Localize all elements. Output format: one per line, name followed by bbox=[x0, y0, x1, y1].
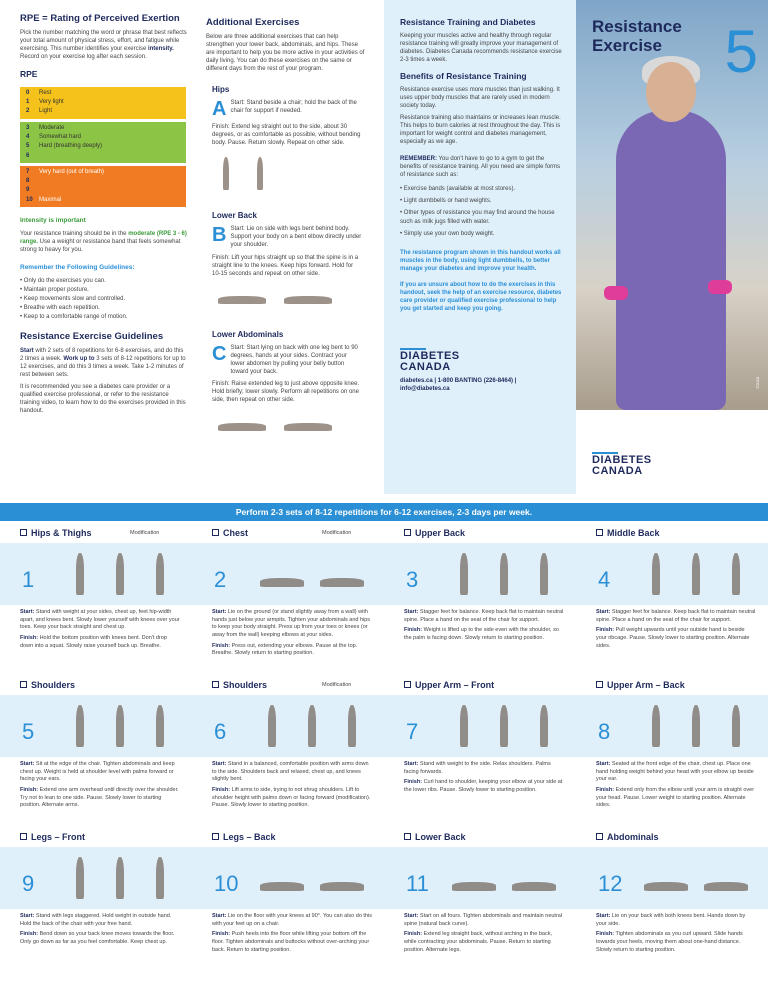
additional-heading: Additional Exercises bbox=[206, 17, 300, 28]
rpe-row bbox=[26, 168, 180, 177]
start-text: Stand with weight to the side. Relax shoulders. Palms facing forwards. bbox=[404, 761, 551, 775]
guidelines-list bbox=[20, 277, 188, 322]
start-text: Stand with legs staggered. Hold weight in outside hand. Hold the back of the chair with your free hand. bbox=[20, 913, 172, 927]
additional-section-1 bbox=[206, 81, 368, 199]
exercise-number: 7 bbox=[406, 719, 419, 744]
exercise-title-text: Legs – Back bbox=[223, 832, 276, 842]
benefits-column bbox=[384, 0, 576, 494]
exercise-title-text: Upper Arm – Back bbox=[607, 680, 685, 690]
exercise-checkbox[interactable] bbox=[212, 529, 219, 536]
finish-label: Finish: bbox=[404, 779, 423, 786]
start-text: Stagger feet for balance. Keep back flat to maintain neutral spine. Place a hand on the seat of the chair for support. bbox=[404, 609, 564, 623]
exercise-card bbox=[0, 825, 192, 979]
exercise-number: 3 bbox=[406, 567, 419, 592]
guidelines-heading: Resistance Exercise Guidelines bbox=[20, 330, 164, 342]
rpe-number: 0 bbox=[26, 89, 30, 96]
exercise-figure bbox=[254, 699, 290, 753]
exercise-number: 5 bbox=[22, 719, 35, 744]
exercise-title bbox=[596, 831, 659, 843]
exercise-figure bbox=[446, 699, 482, 753]
exercise-figure bbox=[142, 851, 178, 905]
resistance-item: • Other types of resistance you may find around the house such as milk jugs filled with water. bbox=[400, 209, 562, 227]
exercise-figures bbox=[62, 851, 178, 905]
exercise-title bbox=[596, 527, 660, 539]
exercise-instructions bbox=[20, 913, 180, 947]
guideline-item: • Maintain proper posture. bbox=[20, 286, 188, 295]
rpe-row bbox=[26, 98, 180, 107]
exercise-number: 2 bbox=[214, 567, 227, 592]
finish-text: Push heels into the floor while lifting your bottom off the floor. Tighten abdominals and buttocks without over-arching your back. Return to starting position. bbox=[212, 931, 370, 953]
exercise-card bbox=[192, 825, 384, 979]
rpe-number: 10 bbox=[26, 196, 33, 203]
exercise-card bbox=[192, 521, 384, 675]
rpe-row bbox=[26, 124, 180, 133]
guideline-item: • Keep to a comfortable range of motion. bbox=[20, 313, 188, 322]
start-text: Stagger feet for balance. Keep back flat to maintain neutral spine. Place a hand on the seat of the chair for support. bbox=[596, 609, 756, 623]
exercise-figure bbox=[526, 547, 562, 601]
finish-label: Finish: bbox=[212, 931, 231, 938]
finish-label: Finish: bbox=[596, 627, 615, 634]
start-label: Start: bbox=[20, 913, 35, 919]
rpe-description: Very light bbox=[39, 99, 64, 106]
finish-label: Finish: bbox=[212, 642, 231, 649]
section-finish-text: Finish: Raise extended leg to just above opposite knee. Hold briefly; lower slowly. Perform all repetitions on one side, then repeat on other side. bbox=[212, 381, 360, 404]
exercise-title-text: Lower Back bbox=[415, 832, 466, 842]
exercise-title-text: Legs – Front bbox=[31, 832, 86, 842]
section-start bbox=[212, 225, 362, 249]
rpe-label: RPE bbox=[20, 69, 38, 80]
section-letter: C bbox=[212, 342, 227, 365]
exercise-checkbox[interactable] bbox=[404, 681, 411, 688]
exercise-checkbox[interactable] bbox=[596, 833, 603, 840]
rpe-row bbox=[26, 89, 180, 98]
exercise-checkbox[interactable] bbox=[20, 681, 27, 688]
section-start-text: Start: Lie on side with legs bent behind body. Support your body on a bent elbow directly under your shoulder. bbox=[230, 226, 362, 249]
rpe-description: Maximal bbox=[39, 196, 62, 203]
additional-intro: Below are three additional exercises that can help strengthen your lower back, abdominals, and hips. These are important to help you be more active in your activities of daily living. You can do these exercises on the same or different days from the rest of your program. bbox=[206, 33, 365, 73]
exercise-figure bbox=[334, 699, 370, 753]
exercise-instructions bbox=[20, 609, 180, 650]
exercise-title-text: Abdominals bbox=[607, 832, 659, 842]
guideline-item: • Only do the exercises you can. bbox=[20, 277, 188, 286]
section-title: Hips bbox=[212, 85, 230, 95]
training-diabetes-heading: Resistance Training and Diabetes bbox=[400, 17, 536, 27]
start-label: Start: bbox=[212, 913, 227, 919]
exercise-title-text: Shoulders bbox=[223, 680, 268, 690]
remember-heading: Remember the Following Guidelines: bbox=[20, 264, 135, 272]
exercise-figure bbox=[246, 151, 274, 195]
resistance-item: • Exercise bands (available at most stores). bbox=[400, 185, 562, 194]
finish-text: Extend leg straight back, without arching in the back, while contracting your abdominals. Pause. Return to starting position. Alternate legs. bbox=[404, 931, 552, 953]
rpe-number: 1 bbox=[26, 99, 30, 106]
exercise-figure bbox=[142, 547, 178, 601]
exercise-instructions bbox=[596, 913, 756, 954]
exercise-figure bbox=[254, 563, 310, 597]
start-text: Lie on your back with both knees bent. Hands down by your side. bbox=[596, 913, 746, 927]
section-start-text: Start: Start lying on back with one leg bent to 90 degrees, hands at your sides. Contract your lower abdomen by pulling your belly button toward your back. bbox=[230, 344, 358, 375]
exercise-instructions bbox=[404, 761, 564, 795]
start-label: Start: bbox=[596, 913, 611, 919]
exercise-number: 11 bbox=[406, 871, 429, 896]
exercise-instructions bbox=[404, 913, 564, 954]
exercise-number: 1 bbox=[22, 567, 35, 592]
start-label: Start: bbox=[404, 609, 419, 615]
start-text: Lie on the ground (or stand slightly away from a wall) with hands just below your armpits. Tighten your abdominals and hips to keep your body straight. Press up from your toes or knees (or away from the wall) keeping elbows at your sides. bbox=[212, 609, 371, 639]
exercise-figure bbox=[446, 547, 482, 601]
exercise-figures bbox=[254, 699, 370, 753]
rpe-row bbox=[26, 142, 180, 151]
help-note: If you are unsure about how to do the exercises in this handout, seek the help of an exercise resource, diabetes care provider or qualified exercise professional to help you get started and keep you going. bbox=[400, 282, 562, 313]
intensity-text: Your resistance training should be in the moderate (RPE 3 - 6) range. Use a weight or resistance band that feels somewhat strong to heavy for you. bbox=[20, 230, 187, 253]
exercise-card bbox=[576, 825, 768, 979]
exercise-figure bbox=[102, 699, 138, 753]
start-text: Sit at the edge of the chair. Tighten abdominals and keep chest up. Weight is held at shoulder level with palms forward or facing your ears. bbox=[20, 761, 175, 783]
rpe-band-light bbox=[20, 87, 186, 119]
resistance-list bbox=[400, 185, 562, 239]
finish-label: Finish: bbox=[20, 787, 39, 794]
benefits-text-2: Resistance training also maintains or increases lean muscle. This helps to burn calories at rest throughout the day. This is important for weight control and diabetes management, especially as we age. bbox=[400, 115, 561, 146]
exercise-figure bbox=[486, 547, 522, 601]
rpe-title: RPE = Rating of Perceived Exertion bbox=[20, 13, 180, 24]
exercise-instructions bbox=[212, 913, 372, 954]
exercise-instructions bbox=[212, 761, 372, 810]
exercise-title-text: Upper Back bbox=[415, 528, 466, 538]
intensity-heading: Intensity is important bbox=[20, 217, 86, 225]
exercise-figure bbox=[102, 547, 138, 601]
section-start-text: Start: Stand beside a chair; hold the back of the chair for support if needed. bbox=[230, 100, 357, 115]
training-diabetes-text: Keeping your muscles active and healthy through regular resistance training will greatly improve your management of diabetes. Diabetes Canada recommends resistance exercise 2-3 times a week. bbox=[400, 32, 562, 64]
guideline-item: • Keep movements slow and controlled. bbox=[20, 295, 188, 304]
rpe-description: Somewhat hard bbox=[39, 133, 82, 140]
exercise-figure bbox=[278, 282, 338, 314]
exercise-figures bbox=[638, 699, 754, 753]
exercise-number: 10 bbox=[214, 871, 239, 896]
exercise-figure bbox=[212, 151, 240, 195]
exercise-figure bbox=[254, 867, 310, 901]
exercise-figure bbox=[62, 547, 98, 601]
section-start bbox=[212, 344, 362, 376]
exercise-title-text: Shoulders bbox=[31, 680, 76, 690]
rpe-number: 6 bbox=[26, 152, 30, 159]
exercise-figure bbox=[678, 547, 714, 601]
rpe-intro: Pick the number matching the word or phrase that best reflects your total amount of physical stress, effort, and fatigue while exercising. This number identifies your exercise intensity. Record on your exercise log after each session. bbox=[20, 29, 187, 61]
guideline-item: • Breathe with each repetition. bbox=[20, 304, 188, 313]
section-finish-text: Finish: Lift your hips straight up so that the spine is in a straight line to the knees. Keep hips forward. Hold for 10-15 seconds and repeat on other side. bbox=[212, 254, 359, 277]
rpe-row bbox=[26, 133, 180, 142]
exercise-title bbox=[212, 679, 267, 691]
finish-text: Hold the bottom position with knees bent. Don't drop down into a squat. Slowly raise yourself back up. Breathe. bbox=[20, 635, 167, 649]
rpe-band-hard bbox=[20, 166, 186, 207]
exercise-title bbox=[404, 679, 494, 691]
diabetes-canada-logo: DIABETES CANADA bbox=[400, 349, 460, 373]
rpe-row bbox=[26, 196, 180, 205]
modification-label: Modification bbox=[322, 682, 352, 688]
benefits-text-1: Resistance exercise uses more muscles than just walking. It uses upper body muscles that are rarely used in modern society today. bbox=[400, 86, 560, 110]
finish-label: Finish: bbox=[212, 787, 231, 794]
exercise-title bbox=[20, 679, 75, 691]
start-text: Stand with weight at your sides, chest up, feet hip-width apart, and knees bent. Slowly lower yourself with knees over your toes. Keep your back straight and chest up. bbox=[20, 609, 180, 631]
start-label: Start: bbox=[596, 609, 611, 615]
exercise-title bbox=[404, 831, 466, 843]
exercise-title bbox=[212, 527, 248, 539]
finish-label: Finish: bbox=[404, 931, 423, 938]
exercise-figure bbox=[698, 867, 754, 901]
rpe-number: 2 bbox=[26, 108, 30, 115]
rpe-row bbox=[26, 177, 180, 186]
finish-text: Press out, extending your elbows. Pause at the top. Breathe. Slowly return to starting position. bbox=[212, 642, 358, 657]
rpe-description: Moderate bbox=[39, 124, 65, 131]
finish-text: Tighten abdominals as you curl upward. Slide hands towards your heels, moving them about one-hand distance. Slowly return to starting position. bbox=[596, 931, 743, 953]
exercise-instructions bbox=[212, 609, 372, 658]
rpe-number: 7 bbox=[26, 168, 30, 175]
exercise-figure bbox=[278, 408, 338, 440]
start-text: Start on all fours. Tighten abdominals and maintain neutral spine (natural back curve). bbox=[404, 913, 563, 927]
exercise-card bbox=[576, 521, 768, 675]
exercise-figure bbox=[102, 851, 138, 905]
exercise-figure bbox=[314, 867, 370, 901]
exercise-figure bbox=[486, 699, 522, 753]
rpe-number: 5 bbox=[26, 143, 30, 150]
exercise-figure bbox=[718, 547, 754, 601]
exercise-title bbox=[20, 831, 85, 843]
exercise-figure bbox=[314, 563, 370, 597]
exercise-title bbox=[596, 679, 685, 691]
section-letter: B bbox=[212, 224, 227, 247]
exercise-figure bbox=[638, 547, 674, 601]
cover-panel bbox=[576, 0, 768, 494]
rpe-number: 8 bbox=[26, 178, 30, 185]
exercise-card bbox=[0, 673, 192, 827]
rpe-row bbox=[26, 152, 180, 161]
program-banner: Perform 2-3 sets of 8-12 repetitions for 6-12 exercises, 2-3 days per week. bbox=[0, 503, 768, 521]
exercise-checkbox[interactable] bbox=[596, 529, 603, 536]
exercise-figure bbox=[526, 699, 562, 753]
exercise-instructions bbox=[596, 609, 756, 650]
rpe-number: 4 bbox=[26, 133, 30, 140]
exercise-checkbox[interactable] bbox=[20, 529, 27, 536]
exercise-figures bbox=[638, 547, 754, 601]
section-start bbox=[212, 99, 362, 119]
exercise-figure bbox=[718, 699, 754, 753]
exercise-figures bbox=[638, 851, 754, 901]
finish-text: Extend one arm overhead until directly over the shoulder. Try not to lean to one side. Pause. Slowly lower to starting position. Alternate arms. bbox=[20, 787, 179, 809]
exercise-title bbox=[20, 527, 92, 539]
rpe-number: 3 bbox=[26, 124, 30, 131]
exercise-instructions bbox=[596, 761, 756, 810]
exercise-instructions bbox=[20, 761, 180, 810]
exercise-number: 4 bbox=[598, 567, 611, 592]
exercise-checkbox[interactable] bbox=[212, 681, 219, 688]
finish-text: Bend down so your back knee moves towards the floor. Only go down as far as you feel comfortable. Keep chest up. bbox=[20, 931, 175, 946]
exercise-title-text: Chest bbox=[223, 528, 249, 538]
exercise-figure bbox=[142, 699, 178, 753]
exercise-card bbox=[384, 673, 576, 827]
exercise-checkbox[interactable] bbox=[20, 833, 27, 840]
diabetes-canada-logo-cover: DIABETES CANADA bbox=[592, 454, 652, 477]
rpe-scale bbox=[20, 87, 186, 207]
modification-label: Modification bbox=[130, 530, 160, 536]
finish-text: Curl hand to shoulder, keeping your elbow at your side at the lower ribs. Pause. Slowly lower to starting position. bbox=[404, 779, 563, 794]
start-label: Start: bbox=[20, 761, 35, 767]
exercise-checkbox[interactable] bbox=[596, 681, 603, 688]
finish-label: Finish: bbox=[596, 931, 615, 938]
exercise-figure bbox=[506, 867, 562, 901]
rpe-number: 9 bbox=[26, 187, 30, 194]
exercise-figure bbox=[212, 408, 272, 440]
exercise-title-text: Upper Arm – Front bbox=[415, 680, 495, 690]
exercise-number: 12 bbox=[598, 871, 623, 896]
exercise-card bbox=[384, 825, 576, 979]
rpe-description: Hard (breathing deeply) bbox=[39, 143, 103, 150]
exercise-number: 6 bbox=[214, 719, 227, 744]
program-note: The resistance program shown in this handout works all muscles in the body, using light dumbbells, to better manage your diabetes and improve your health. bbox=[400, 249, 561, 273]
resistance-item: • Simply use your own body weight. bbox=[400, 230, 562, 239]
benefits-heading: Benefits of Resistance Training bbox=[400, 71, 527, 82]
finish-label: Finish: bbox=[20, 931, 39, 938]
rpe-description: Very hard (out of breath) bbox=[39, 168, 105, 175]
additional-section-3 bbox=[206, 326, 368, 444]
rpe-row bbox=[26, 186, 180, 195]
page-title: Resistance Exercise bbox=[592, 17, 682, 55]
section-finish-text: Finish: Extend leg straight out to the side, about 30 degrees, or as comfortable as possible, without bending body. Pause. Return slowly. Repeat on other side. bbox=[212, 124, 361, 147]
exercise-title-text: Hips & Thighs bbox=[31, 528, 92, 538]
section-figures bbox=[212, 282, 362, 314]
exercise-card bbox=[384, 521, 576, 675]
exercise-figure bbox=[212, 282, 272, 314]
rpe-band-moderate bbox=[20, 122, 186, 163]
exercise-figure bbox=[62, 699, 98, 753]
finish-text: Lift arms to side, trying to not shrug shoulders. Lift to shoulder height with palms down or facing forward (modification). Pause. Slowly lower to starting position. bbox=[212, 787, 371, 809]
exercise-figures bbox=[446, 547, 562, 601]
exercise-title bbox=[212, 831, 276, 843]
exercise-card bbox=[192, 673, 384, 827]
start-label: Start: bbox=[596, 761, 611, 767]
exercise-figure bbox=[638, 867, 694, 901]
rpe-description: Rest bbox=[39, 89, 52, 96]
section-title: Lower Back bbox=[212, 211, 257, 221]
exercise-figures bbox=[254, 851, 370, 901]
modification-label: Modification bbox=[322, 530, 352, 536]
exercise-card bbox=[576, 673, 768, 827]
exercise-figures bbox=[446, 851, 562, 901]
recommendation-text: It is recommended you see a diabetes care provider or a qualified exercise professional, or refer to the resistance training video, to learn how to do the exercises provided in this handout. bbox=[20, 384, 186, 415]
finish-label: Finish: bbox=[596, 787, 615, 794]
finish-label: Finish: bbox=[20, 635, 39, 642]
finish-label: Finish: bbox=[404, 627, 423, 634]
rpe-row bbox=[26, 107, 180, 116]
exercise-figure bbox=[62, 851, 98, 905]
section-figures bbox=[212, 151, 362, 195]
exercise-figures bbox=[254, 547, 370, 597]
exercise-checkbox[interactable] bbox=[404, 833, 411, 840]
section-title: Lower Abdominals bbox=[212, 329, 284, 339]
start-text: Stand in a balanced, comfortable position with arms down to the side. Shoulders back and relaxed, chest up, and knees slightly bent. bbox=[212, 761, 369, 783]
contact-info: diabetes.ca | 1-800 BANTING (226-8464) | info@diabetes.ca bbox=[400, 377, 517, 392]
additional-section-2 bbox=[206, 207, 368, 317]
section-letter: A bbox=[212, 98, 227, 121]
exercise-figure bbox=[294, 699, 330, 753]
rpe-description: Light bbox=[39, 108, 53, 115]
exercise-figure bbox=[446, 867, 502, 901]
start-text: Seated at the front edge of the chair, chest up. Place one hand holding weight behind your head with your elbow up beside your ear. bbox=[596, 761, 754, 783]
exercise-number: 8 bbox=[598, 719, 611, 744]
exercise-card bbox=[0, 521, 192, 675]
remember-text: REMEMBER: You don't have to go to a gym to get the benefits of resistance training. All you need are simple forms of resistance such as: bbox=[400, 155, 561, 178]
exercise-figures bbox=[62, 547, 178, 601]
finish-text: Pull weight upwards until your outside hand is beside your ribcage. Pause. Slowly lower to starting position. Alternate sides. bbox=[596, 627, 750, 649]
photo-credit: ©2018 bbox=[755, 376, 761, 389]
exercise-checkbox[interactable] bbox=[212, 833, 219, 840]
exercise-figure bbox=[678, 699, 714, 753]
section-figures bbox=[212, 408, 362, 440]
rpe-column bbox=[20, 14, 188, 416]
exercise-figure bbox=[638, 699, 674, 753]
exercise-checkbox[interactable] bbox=[404, 529, 411, 536]
start-label: Start: bbox=[212, 609, 227, 615]
exercise-title bbox=[404, 527, 465, 539]
guidelines-text: Start with 2 sets of 8 repetitions for 6-8 exercises, and do this 2 times a week. Work up to 3 sets of 8-12 repetitions for up to 12 exercises, and do this 3 times a week. Take 1-2 minutes of rest between sets. bbox=[20, 347, 186, 379]
handout-number: 5 bbox=[724, 18, 758, 85]
exercise-figures bbox=[446, 699, 562, 753]
start-label: Start: bbox=[404, 913, 419, 919]
start-text: Lie on the floor with your knees at 90°. You can also do this with your feet up on a chair. bbox=[212, 913, 372, 927]
start-label: Start: bbox=[20, 609, 35, 615]
exercise-title-text: Middle Back bbox=[607, 528, 660, 538]
start-label: Start: bbox=[404, 761, 419, 767]
exercise-instructions bbox=[404, 609, 564, 643]
finish-text: Weight is lifted up to the side even with the shoulder, so the palm is facing down. Slowly return to starting position. bbox=[404, 627, 559, 642]
resistance-item: • Light dumbbells or hand weights. bbox=[400, 197, 562, 206]
exercise-figures bbox=[62, 699, 178, 753]
additional-exercises-column bbox=[206, 18, 368, 444]
exercise-number: 9 bbox=[22, 871, 35, 896]
start-label: Start: bbox=[212, 761, 227, 767]
finish-text: Extend only from the elbow until your arm is straight over your head. Pause. Lower weight to starting position. Alternate sides. bbox=[596, 787, 755, 809]
